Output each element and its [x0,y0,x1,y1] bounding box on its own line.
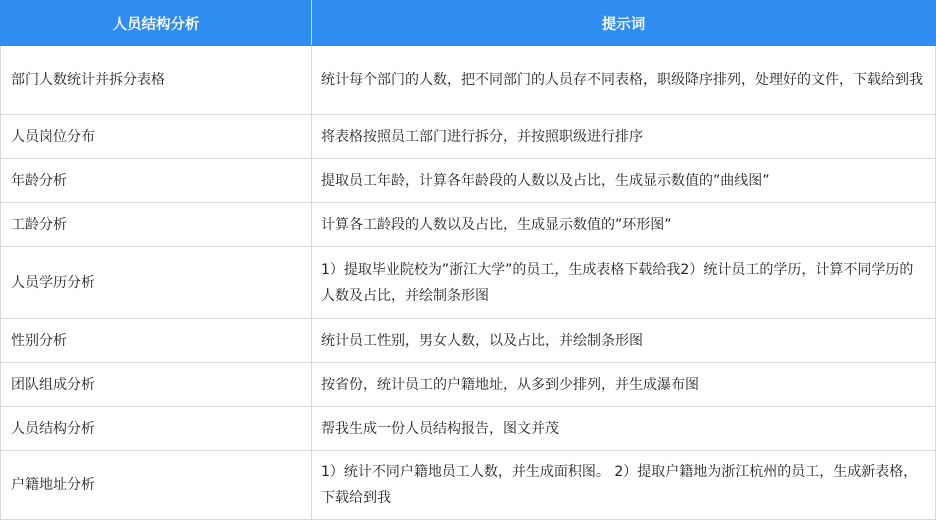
row-prompt: 1）提取毕业院校为”浙江大学”的员工，生成表格下载给我2）统计员工的学历，计算不同学历的人数及占比，并绘制条形图 [312,247,936,319]
row-label: 人员结构分析 [1,407,312,451]
row-label: 人员学历分析 [1,247,312,319]
table-row [1,46,936,115]
row-prompt: 统计员工性别，男女人数，以及占比，并绘制条形图 [312,319,936,363]
row-prompt: 帮我生成一份人员结构报告，图文并茂 [312,407,936,451]
row-prompt: 按省份，统计员工的户籍地址，从多到少排列，并生成瀑布图 [312,363,936,407]
table-row [1,407,936,451]
row-label: 年龄分析 [1,159,312,203]
table-row [1,363,936,407]
row-prompt: 提取员工年龄，计算各年龄段的人数以及占比，生成显示数值的”曲线图” [312,159,936,203]
row-label: 部门人数统计并拆分表格 [1,46,312,115]
row-label: 户籍地址分析 [1,451,312,520]
table-row [1,451,936,520]
table-row [1,159,936,203]
row-prompt: 统计每个部门的人数，把不同部门的人员存不同表格，职级降序排列，处理好的文件，下载给到我 [312,46,936,115]
table-row [1,319,936,363]
row-prompt: 计算各工龄段的人数以及占比，生成显示数值的”环形图” [312,203,936,247]
row-prompt: 1）统计不同户籍地员工人数，并生成面积图。 2）提取户籍地为浙江杭州的员工，生成新表格，下载给到我 [312,451,936,520]
table-row [1,115,936,159]
row-label: 人员岗位分布 [1,115,312,159]
table-header-row [1,1,936,46]
header-cell-analysis: 人员结构分析 [1,1,312,46]
header-cell-prompt: 提示词 [312,1,936,46]
table-row [1,203,936,247]
row-label: 团队组成分析 [1,363,312,407]
row-label: 工龄分析 [1,203,312,247]
row-label: 性别分析 [1,319,312,363]
table-row [1,247,936,319]
row-prompt: 将表格按照员工部门进行拆分，并按照职级进行排序 [312,115,936,159]
